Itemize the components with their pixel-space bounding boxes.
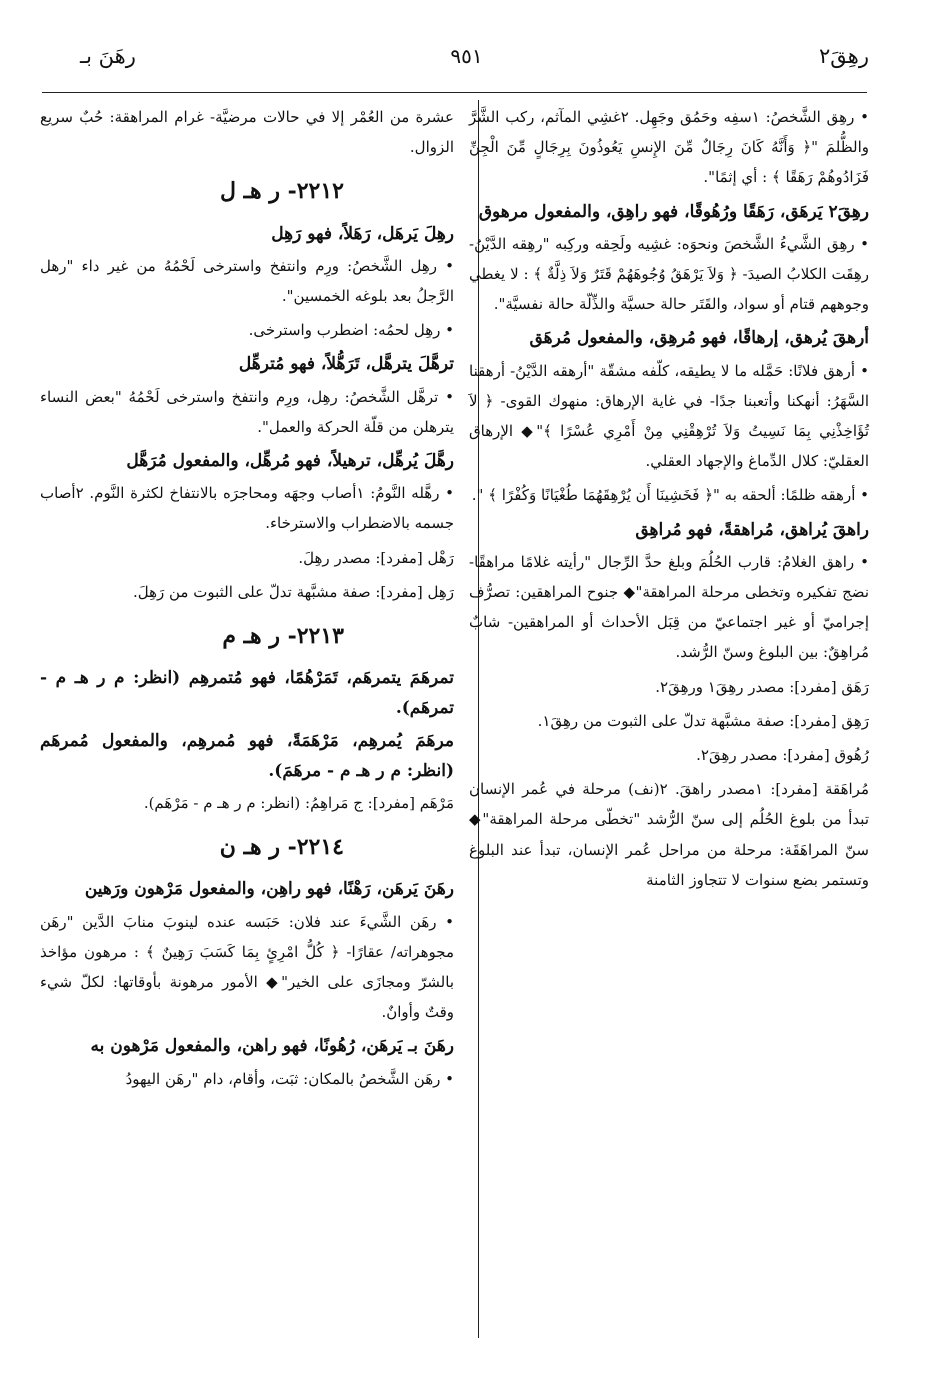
header-left-word: رهَنَ بـ	[80, 44, 136, 68]
entry-headword: رهَنَ يَرهَن، رَهْنًا، فهو راهِن، والمفعول مَرْهون ورَهين	[84, 879, 454, 900]
entry-paragraph: رَهِل [مفرد]: صفة مشبَّهة تدلّ على الثبوت من رَهِلَ.	[132, 582, 454, 601]
root-heading: ٢٢١٢- ر هـ ل	[219, 178, 344, 205]
entry-paragraph: • رهِق الشَّيءُ الشَّخصَ ونحوَه: غشِيه ولَحِقه وركِبه "رهِقه الدَّيْنُ- رهِقَت الكلابُ الصيدَ- ﴿ وَلاَ يَرْهَقُ وُجُوهَهُمْ قَتَرٌ وَلاَ ذِلَّةٌ ﴾ : لا يغطي وجوههم قتام أو سواد، والقَتَر حالة حسيَّة والذِّلّة حالة نفسيَّة".	[469, 234, 869, 314]
entry-paragraph: • ترهَّل الشَّخصُ: رهِل، ورِم وانتفخ واسترخى لَحْمُهُ "بعض النساء يترهلن من قلّة الحركة والعمل".	[40, 387, 454, 436]
entry-paragraph: رُهُوق [مفرد]: مصدر رهِقَ٢.	[696, 746, 869, 765]
left-column	[40, 102, 454, 1098]
entry-paragraph: • رهِل لحمُه: اضطرب واسترخى.	[248, 321, 454, 340]
entry-headword: رهَّلَ يُرهِّل، ترهيلاً، فهو مُرهِّل، والمفعول مُرَهَّل	[126, 451, 454, 472]
right-column	[469, 102, 869, 899]
entry-paragraph: رَهَق [مفرد]: مصدر رهِقَ١ ورهِقَ٢.	[655, 677, 869, 696]
page-number: ٩٥١	[450, 44, 483, 68]
entry-paragraph: • رهِق الشَّخصُ: ١سفِه وحَمُق وجَهِل. ٢غشِي المآثم، ركب الشَّرَّ والظُّلمَ "﴿ وَأَنَّهُ كَانَ رِجَالٌ مِّنَ الإِنسِ يَعُوذُونَ بِرِجَالٍ مِّنَ الْجِنِّ فَزَادُوهُمْ رَهَقًا ﴾ : أي إثمًا".	[469, 108, 869, 187]
entry-headword: رهِقَ٢ يَرهَق، رَهَقًا ورُهُوقًا، فهو راهِق، والمفعول مرهوق	[478, 201, 869, 222]
header-right-word: رهِقَ٢	[818, 44, 869, 68]
entry-paragraph: مُراهَقة [مفرد]: ١مصدر راهقَ. ٢(نف) مرحلة في عُمر الإنسان تبدأ من بلوغ الحُلُم إلى سنّ الرُّشد "تخطّى مرحلة المراهقة"◆ سنّ المراهَقَة: مرحلة من مراحل عُمر الإنسان، تبدأ عند البلوغ وتستمر بضع سنوات لا تتجاوز الثامنة	[469, 780, 869, 889]
root-heading: ٢٢١٤- ر هـ ن	[219, 834, 344, 861]
entry-paragraph: رَهْل [مفرد]: مصدر رهِلَ.	[298, 548, 454, 567]
entry-headword: تمرهَمَ يتمرهَم، تَمَرْهُمًا، فهو مُتمرهِم (انظر: م ر هـ م - تمرهَم).	[40, 668, 454, 719]
entry-headword: رهَنَ بـ يَرهَن، رُهُونًا، فهو راهن، والمفعول مَرْهون به	[90, 1036, 454, 1057]
entry-paragraph: • أرهق فلانًا: حَمَّله ما لا يطيقه، كلّفه مشقّة "أرهقه الدَّيْنُ- أرهقنا السَّهَرُ: أنهكنا وأتعبنا جدًا- في غاية الإرهاق: منهوك القوى- ﴿ لاَ تُؤَاخِذْنِي بِمَا نَسِيتُ وَلاَ تُرْهِقْنِي مِنْ أَمْرِي عُسْرًا ﴾"◆ الإرهاق العقليّ: كلال الدِّماغ والإجهاد العقلي.	[469, 361, 869, 471]
entry-headword: ترهَّلَ يترهَّل، تَرَهُّلاً، فهو مُترهِّل	[238, 354, 454, 375]
entry-headword: أرهقَ يُرهق، إرهاقًا، فهو مُرهِق، والمفعول مُرهَق	[529, 328, 869, 349]
entry-headword: رهِلَ يَرهَل، رَهَلاً، فهو رَهِل	[271, 223, 454, 244]
entry-paragraph: عشرة من العُمْر إلا في حالات مرضيَّة- غرام المراهقة: حُبٌ سريع الزوال.	[40, 108, 454, 157]
entry-paragraph: • أرهقه ظلمًا: ألحقه به "﴿ فَخَشِينَا أَن يُرْهِقَهُمَا طُغْيَانًا وَكُفْرًا ﴾ ".	[471, 486, 869, 505]
entry-paragraph: مَرْهَم [مفرد]: ج مَراهِمُ: (انظر: م ر هـ م - مَرْهَم).	[143, 794, 454, 813]
entry-paragraph: • رهَن الشَّخصُ بالمكان: ثبَت، وأقام، دام "رهَن اليهودُ	[125, 1069, 454, 1088]
root-heading: ٢٢١٣- ر هـ م	[222, 623, 344, 650]
entry-headword: راهقَ يُراهق، مُراهقةً، فهو مُراهِق	[635, 519, 869, 540]
entry-paragraph: • رهَن الشَّيءَ عند فلان: حَبَسه عنده لينوبَ منابَ الدَّين "رهَن مجوهراته/ عقارًا- ﴿ كُلُّ امْرِئٍ بِمَا كَسَبَ رَهِينٌ ﴾ : مرهون مؤاخذ بالشرّ ومجازَى على الخير"◆ الأمور مرهونة بأوقاتها: لكلّ شيء وقتٌ وأوانٌ.	[40, 912, 454, 1022]
entry-paragraph: • رهَّله النَّومُ: ١أصاب وجهَه ومحاجرَه بالانتفاخ لكثرة النَّوم. ٢أصاب جسمه بالاضطراب والاسترخاء.	[40, 484, 455, 533]
entry-paragraph: رَهِق [مفرد]: صفة مشبَّهة تدلّ على الثبوت من رهِقَ١.	[537, 711, 869, 730]
entry-headword: مرهَمَ يُمرهِم، مَرْهَمَةً، فهو مُمرهِم، والمفعول مُمرهَم (انظر: م ر هـ م - مرهَمَ).	[40, 730, 454, 781]
entry-paragraph: • راهق الغلامُ: قارب الحُلُمَ وبلغ حدَّ الرِّجال "رأيته غلامًا مراهقًا- نضج تفكيره وتخطى مرحلة المراهقة"◆ جنوح المراهقين: تصرُّف إجراميّ أو غير اجتماعيّ من قِبَل الأحداث أو المراهقين- شابٌ مُراهِقٌ: بين البلوغ وسنّ الرُّشد.	[469, 552, 869, 662]
entry-paragraph: • رهِل الشَّخصُ: ورِم وانتفخ واسترخى لَحْمُهُ من غير داء "رهل الرَّجلُ بعد بلوغه الخمسين".	[40, 256, 454, 306]
header-rule	[42, 92, 867, 93]
